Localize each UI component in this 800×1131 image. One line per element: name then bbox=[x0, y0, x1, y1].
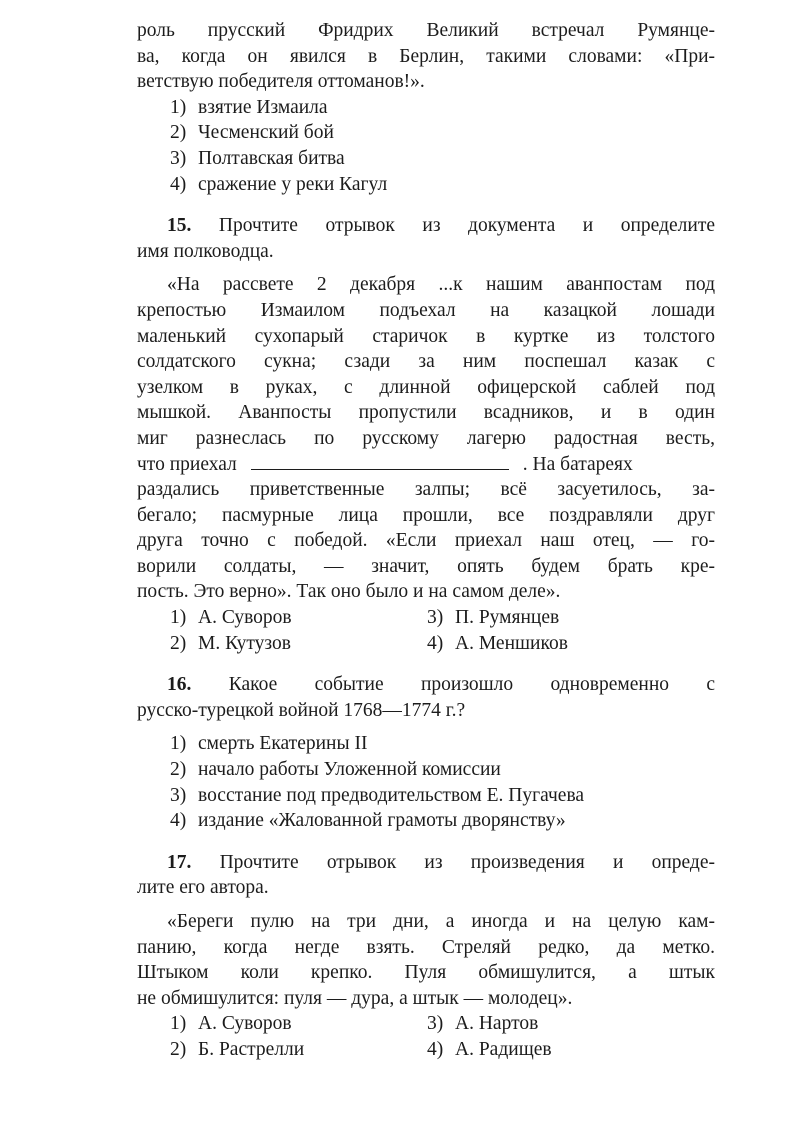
quote-line: бегало; пасмурные лица прошли, все поздравляли друг bbox=[137, 504, 715, 526]
option-row bbox=[137, 1037, 715, 1063]
question-text: 15. Прочтите отрывок из документа и определите bbox=[167, 215, 715, 237]
question-number: 15. bbox=[167, 215, 192, 237]
option-item: 3) восстание под предводительством Е. Пугачева bbox=[170, 784, 585, 806]
option-item: 4) А. Радищев bbox=[427, 1038, 552, 1060]
quote-line: крепостью Измаилом подъехал на казацкой лошади bbox=[137, 299, 715, 321]
option-item: 2) Чесменский бой bbox=[170, 122, 334, 144]
option-item: 3) Полтавская битва bbox=[170, 147, 345, 169]
question-text: русско-турецкой войной 1768—1774 г.? bbox=[137, 699, 466, 721]
option-item: 4) сражение у реки Кагул bbox=[170, 173, 388, 195]
question-17 bbox=[137, 850, 715, 1063]
quote-line: панию, когда негде взять. Стреляй редко, да метко. bbox=[137, 936, 715, 958]
quote-line-with-blank: что приехал . На батареях bbox=[137, 453, 633, 475]
quote-line: Штыком коли крепко. Пуля обмишулится, а штык bbox=[137, 962, 715, 984]
options-list bbox=[137, 731, 715, 833]
quote-line: ворили солдаты, — значит, опять будем брать кре- bbox=[137, 555, 715, 577]
quote-line: узелком в руках, с длинной офицерской саблей под bbox=[137, 376, 715, 398]
option-row bbox=[137, 631, 715, 657]
intro-line: ва, когда он явился в Берлин, такими словами: «При- bbox=[137, 45, 715, 67]
intro-line: роль прусский Фридрих Великий встречал Румянце- bbox=[137, 20, 715, 41]
quote-line: «Береги пулю на три дни, а иногда и на целую кам- bbox=[167, 911, 715, 932]
answer-blank bbox=[251, 454, 509, 470]
question-text: имя полководца. bbox=[137, 240, 274, 262]
option-item: 2) начало работы Уложенной комиссии bbox=[170, 759, 501, 781]
quote-line: маленький сухопарый старичок в куртке из толстого bbox=[137, 325, 715, 347]
question-number: 17. bbox=[167, 851, 192, 873]
intro-text bbox=[137, 18, 715, 95]
question-text: 17. Прочтите отрывок из произведения и опреде- bbox=[167, 851, 716, 873]
question-number: 16. bbox=[167, 674, 192, 696]
option-item: 4) А. Меншиков bbox=[427, 632, 568, 654]
option-row bbox=[137, 1011, 715, 1037]
question-15 bbox=[137, 213, 715, 656]
option-item: 2) Б. Растрелли bbox=[170, 1038, 305, 1060]
document-page bbox=[137, 18, 715, 1063]
quote-line: мышкой. Аванпосты пропустили всадников, и в один bbox=[137, 402, 715, 424]
quote-line: миг разнеслась по русскому лагерю радостная весть, bbox=[137, 427, 715, 449]
option-item: 3) А. Нартов bbox=[427, 1013, 539, 1035]
question-text: лите его автора. bbox=[137, 877, 269, 899]
option-row bbox=[137, 605, 715, 631]
intro-line: ветствую победителя оттоманов!». bbox=[137, 71, 425, 93]
option-item: 1) смерть Екатерины II bbox=[170, 733, 368, 755]
quote-line: не обмишулится: пуля — дура, а штык — молодец». bbox=[137, 987, 573, 1009]
option-item: 1) А. Суворов bbox=[170, 1013, 292, 1035]
quote-line: раздались приветственные залпы; всё засуетилось, за- bbox=[137, 479, 715, 501]
intro-options bbox=[137, 95, 715, 197]
option-item: 2) М. Кутузов bbox=[170, 632, 291, 654]
option-item: 3) П. Румянцев bbox=[427, 607, 560, 629]
quote-line: пость. Это верно». Так оно было и на самом деле». bbox=[137, 581, 561, 603]
option-item: 1) А. Суворов bbox=[170, 607, 292, 629]
quote-line: солдатского сукна; сзади за ним поспешал казак с bbox=[137, 351, 715, 373]
quote-line: друга точно с победой. «Если приехал наш отец, — го- bbox=[137, 530, 715, 552]
question-text: 16. Какое событие произошло одновременно с bbox=[167, 674, 715, 696]
question-16 bbox=[137, 672, 715, 834]
option-item: 4) издание «Жалованной грамоты дворянству» bbox=[170, 810, 566, 832]
option-item: 1) взятие Измаила bbox=[170, 96, 328, 118]
quote-line: «На рассвете 2 декабря ...к нашим аванпостам под bbox=[167, 274, 715, 296]
